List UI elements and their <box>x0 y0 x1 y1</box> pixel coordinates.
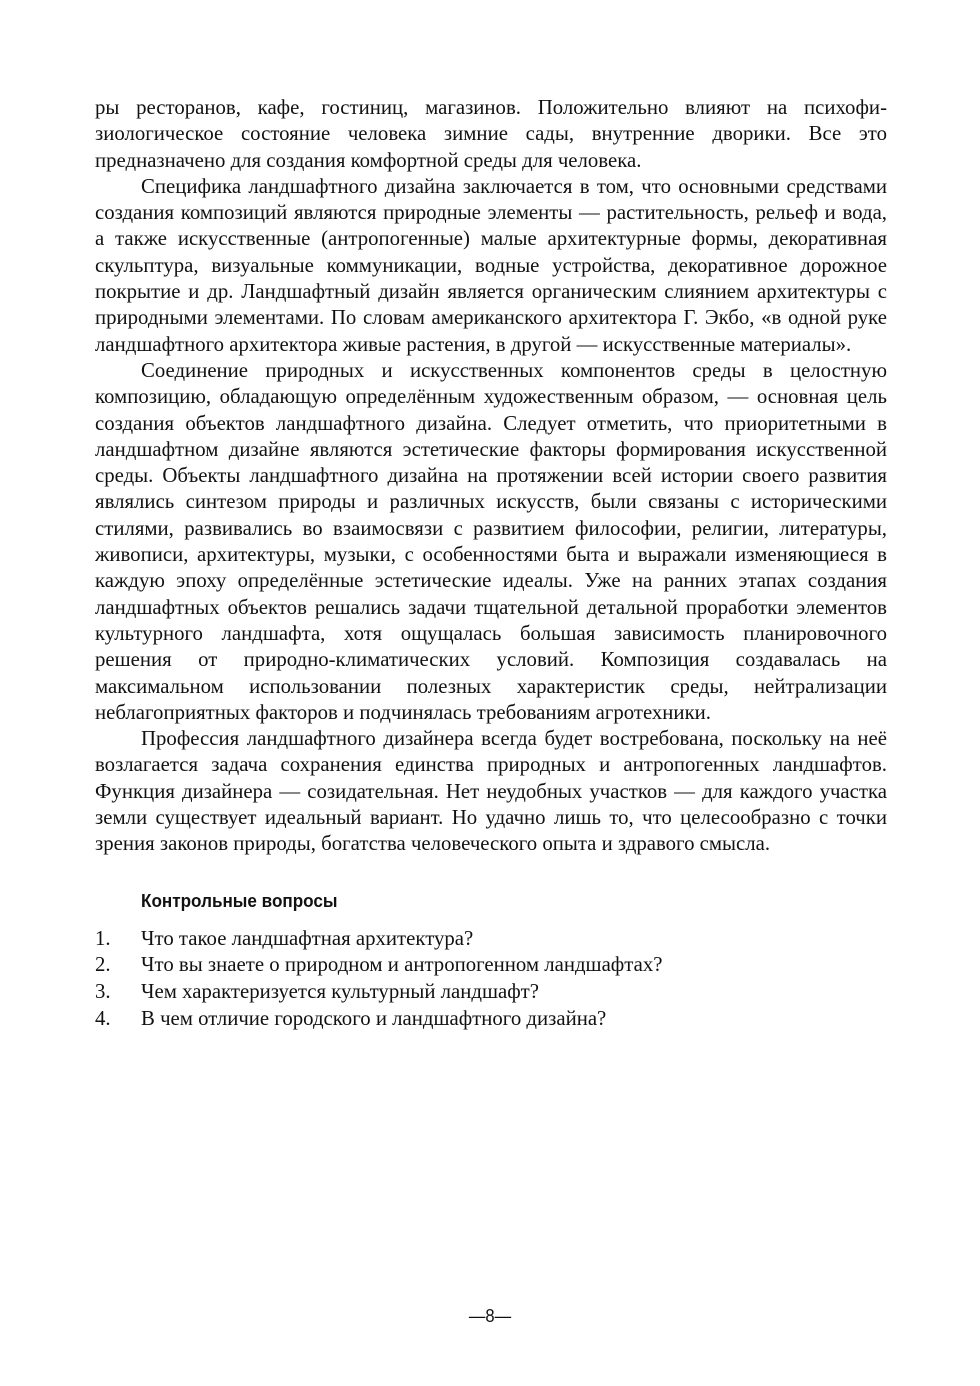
paragraph-continuation: ры ресторанов, кафе, гостиниц, магазинов. Положительно влияют на психофизиологическое состояние человека зимние сады, внутренние дворики. Все это предназначено для создания комфортной среды для человека. <box>95 96 887 172</box>
list-item <box>95 979 887 1006</box>
questions-list <box>95 926 887 1033</box>
question-text: Что такое ландшафтная архитектура? <box>141 926 474 950</box>
page-number-value: 8 <box>485 1306 495 1326</box>
section-title: Контрольные вопросы <box>141 889 338 911</box>
question-number: 3. <box>95 980 111 1004</box>
question-text: Что вы знаете о природном и антропогенном ландшафтах? <box>141 953 663 977</box>
paragraph-designer-profession: Профессия ландшафтного дизайнера всегда будет востребована, поскольку на неё возлагается задача сохранения единства природных и антропогенных ландшафтов. Функция дизайнера — созидательная. Нет неудобных участков — для каждого участка земли существует идеальный вариант. Но удачно лишь то, что целесообразно с точки зрения законов природы, богатства человеческого опыта и здравого смысла. <box>95 727 887 856</box>
page-number <box>39 1304 941 1328</box>
paragraph-natural-artificial-components: Соединение природных и искусственных компонентов среды в целостную композицию, обладающую определённым художественным образом, — основная цель создания объектов ландшафтного дизайна. Следует отметить, что приоритетными в ландшафтном дизайне являются эстетические факторы формирования искусственной среды. Объекты ландшафтного дизайна на протяжении всей истории своего развития являлись синтезом природы и различных искусств, были связаны с историческими стилями, развивались во взаимосвязи с развитием философии, религии, литературы, живописи, архитектуры, музыки, с особенностями быта и выражали изменяющиеся в каждую эпоху определённые эстетические идеалы. Уже на ранних этапах создания ландшафтных объектов решались задачи тщательной детальной проработки элементов культурного ландшафта, хотя ощущалась большая зависимость планировочного решения от природно-климатических условий. Композиция создавалась на максимальном использовании полезных характеристик среды, нейтрализации неблагоприятных факторов и подчинялась требованиям агротехники. <box>95 358 887 724</box>
question-number: 1. <box>95 926 111 950</box>
paragraph-landscape-design-specifics: Специфика ландшафтного дизайна заключается в том, что основными средствами создания композиций являются природные элементы — растительность, рельеф и вода, а также искусственные (антропогенные) малые архитектурные формы, декоративная скульптура, визуальные коммуникации, водные устройства, декоративное дорожное покрытие и др. Ландшафтный дизайн является органическим слиянием архитектуры с природными элементами. По словам американского архитектора Г. Экбо, «в одной руке ландшафтного архитектора живые растения, в другой — искусственные материалы». <box>95 174 887 356</box>
question-number: 2. <box>95 953 111 977</box>
question-number: 4. <box>95 1007 111 1030</box>
list-item <box>95 1006 887 1033</box>
page-number-dash-left: — <box>468 1306 486 1326</box>
page-number-dash-right: — <box>494 1306 512 1326</box>
question-text: В чем отличие городского и ландшафтного дизайна? <box>141 1007 607 1030</box>
body-text <box>95 95 887 1033</box>
list-item <box>95 952 887 979</box>
list-item <box>95 926 887 953</box>
question-text: Чем характеризуется культурный ландшафт? <box>141 980 540 1004</box>
